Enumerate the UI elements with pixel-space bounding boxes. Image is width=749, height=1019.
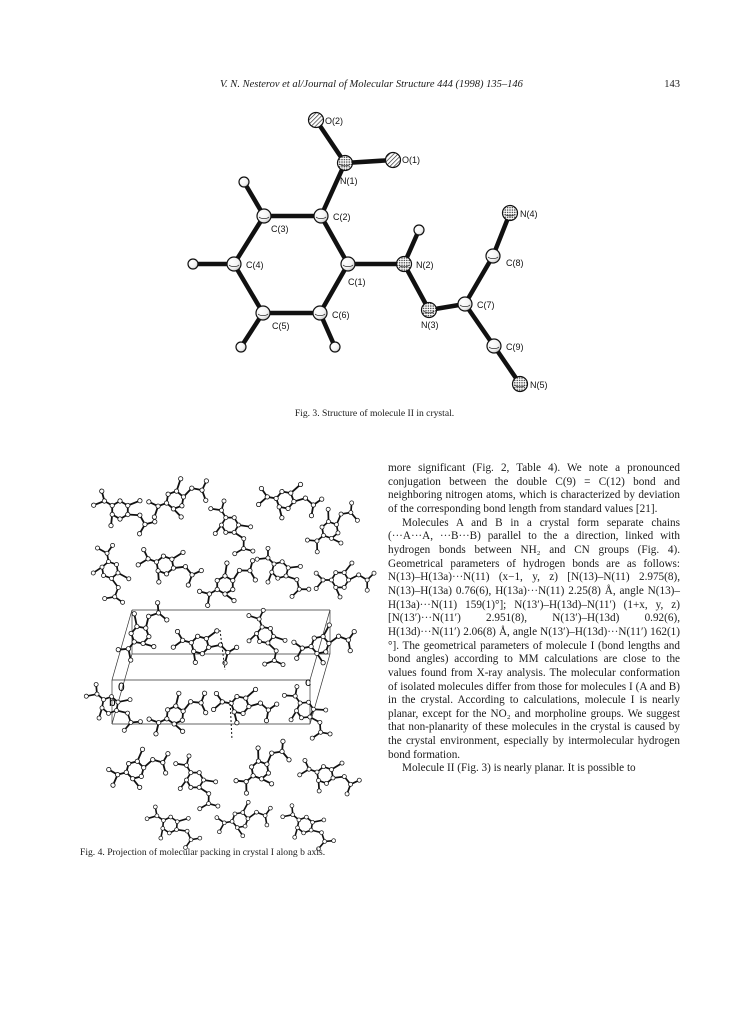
paragraph: Molecule II (Fig. 3) is nearly planar. It is possible to xyxy=(402,762,636,775)
molecule xyxy=(201,493,265,566)
atom-label: N(2) xyxy=(416,260,434,270)
molecule xyxy=(166,748,230,821)
molecule xyxy=(142,681,218,745)
cell-edge xyxy=(112,610,132,680)
molecule xyxy=(294,748,365,805)
atom xyxy=(338,156,353,171)
atom xyxy=(314,209,328,223)
atom-label: C(6) xyxy=(332,310,350,320)
molecule xyxy=(107,593,180,669)
molecule xyxy=(298,492,370,561)
molecule xyxy=(213,796,277,841)
bond xyxy=(465,256,493,304)
figure-3-caption: Fig. 3. Structure of molecule II in crystal. xyxy=(294,408,455,419)
molecule xyxy=(86,479,163,547)
atom xyxy=(397,257,412,272)
bond xyxy=(234,264,263,313)
molecule xyxy=(142,468,217,528)
atom-label: C(4) xyxy=(246,260,264,270)
atom xyxy=(313,306,327,320)
molecule xyxy=(103,741,177,797)
atom xyxy=(257,209,271,223)
hydrogen-atom xyxy=(239,177,249,187)
cell-edge xyxy=(310,654,330,724)
atom-label: N(4) xyxy=(520,209,538,219)
atom-label: O(2) xyxy=(325,116,343,126)
atom-label: C(7) xyxy=(477,300,495,310)
atom-label: C(9) xyxy=(506,342,524,352)
body-text xyxy=(388,462,680,776)
atom xyxy=(486,249,500,263)
molecule xyxy=(87,541,135,609)
axis-label-b: b xyxy=(109,695,116,709)
atom-label: N(5) xyxy=(530,380,548,390)
atom-label: C(1) xyxy=(348,277,366,287)
figure-4-caption: Fig. 4. Projection of molecular packing in crystal I along b axis. xyxy=(80,847,326,858)
atom xyxy=(487,339,501,353)
molecule xyxy=(226,730,302,803)
hydrogen-atom xyxy=(188,259,198,269)
bond xyxy=(465,304,494,346)
atom xyxy=(386,153,401,168)
molecule xyxy=(255,475,327,526)
hydrogen-atom xyxy=(236,342,246,352)
atom xyxy=(256,306,270,320)
atom-label: N(3) xyxy=(421,320,439,330)
axis-label-origin: 0 xyxy=(118,680,125,694)
atom-label: C(8) xyxy=(506,258,524,268)
figure-4-packing xyxy=(80,470,380,845)
hydrogen-atom xyxy=(414,225,424,235)
atom-label: O(1) xyxy=(402,155,420,165)
bond xyxy=(321,216,348,264)
molecule xyxy=(248,538,319,609)
packed-molecules xyxy=(78,468,376,861)
axis-label-c: c xyxy=(305,675,311,689)
atom-label: C(5) xyxy=(272,321,290,331)
atom xyxy=(513,377,528,392)
page-number: 143 xyxy=(664,79,680,90)
paragraph: more significant (Fig. 2, Table 4). We note a pronounced conjugation between the double C(9) = C(12) bond and neighboring nitrogen atoms, which is characterized by deviation of the corresponding bond length from standard values [21]. xyxy=(388,462,680,515)
atom-label: N(1) xyxy=(340,176,358,186)
atom xyxy=(458,297,472,311)
molecule xyxy=(168,618,242,674)
molecule xyxy=(132,537,207,597)
molecule xyxy=(314,561,376,599)
bond xyxy=(320,264,348,313)
running-head: V. N. Nesterov et al/Journal of Molecular Structure 444 (1998) 135–146 xyxy=(220,79,523,90)
bond xyxy=(234,216,264,264)
atom xyxy=(503,206,518,221)
atom-label: C(2) xyxy=(333,212,351,222)
paragraph: Molecules A and B in a crystal form separate chains (···A···A, ···B···B) parallel to the a direction, linked with hydrogen bonds between NH₂ and CN groups (Fig. 4). Geometrical parameters of hydrogen bonds are as follows: N(13)–H(13a)···N(11) (x−1, y, z) [N(13)–N(11) 2.975(8), N(13)–H(13a) 0.76(6), H(13a)···N(11) 2.25(8) Å, angle N(13)–H(13a)···N(11) 159(1)°]; N(13′)–H(13d)–N(11′) (1+x, y, z) [N(13′)···N(11′) 2.951(8), N(13′)–H(13d) 0.92(6), H(13d)···N(11′) 2.06(8) Å, angle N(13′)–H(13d)···N(11′) 162(1)°]. The geometrical parameters of molecule I (bond lengths and bond angles) according to MM calculations are close to the values found from X-ray analysis. The molecular conformation of isolated molecules differ from those for molecules I (A and B) in the crystal. According to calculations, molecule I is nearly planar, except for the NO₂ and morpholine groups. We suggest that non-planarity of these molecules in the crystal is caused by the crystal environment, especially by intermolecular hydrogen bond formation. xyxy=(388,516,680,761)
atom-label: C(3) xyxy=(271,224,289,234)
figure-3-structure xyxy=(0,0,749,420)
atom xyxy=(227,257,241,271)
molecule xyxy=(238,604,295,675)
atom xyxy=(341,257,355,271)
atom xyxy=(422,303,437,318)
atom xyxy=(309,113,324,128)
bond xyxy=(321,163,345,216)
hydrogen-atom xyxy=(330,342,340,352)
